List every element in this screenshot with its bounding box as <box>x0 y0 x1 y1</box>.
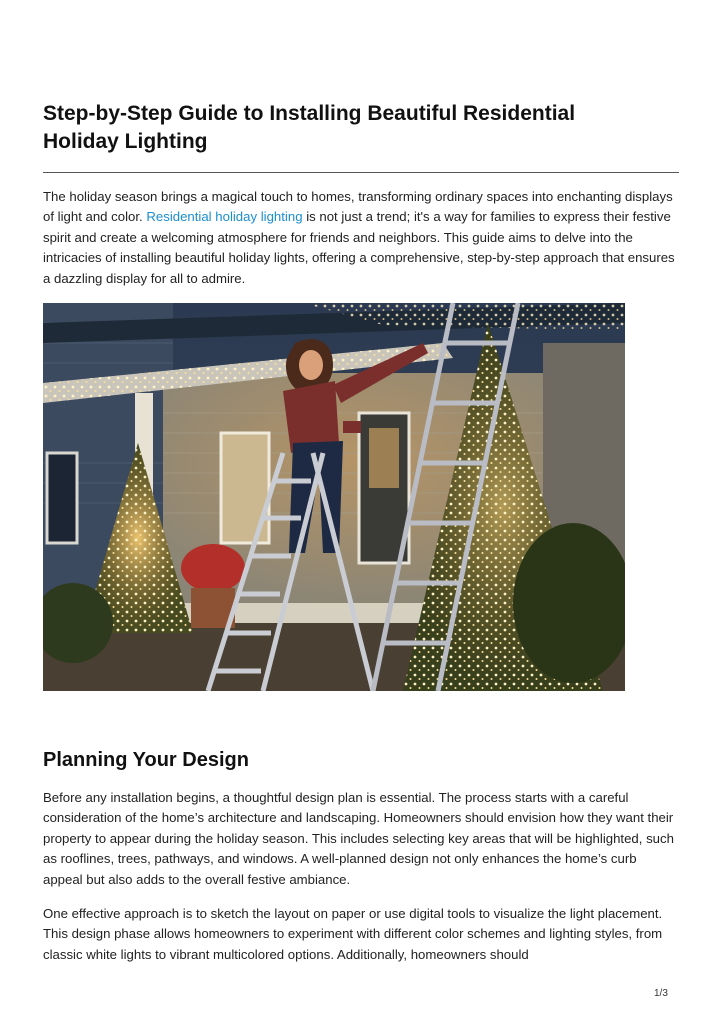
section-paragraph-1: Before any installation begins, a thoughtful design plan is essential. The process starts with a careful consideration of the home’s architecture and landscaping. Homeowners should envision how they want their property to appear during the holiday season. This includes selecting key areas that will be highlighted, such as rooflines, trees, pathways, and windows. A well-planned design not only enhances the home’s curb appeal but also adds to the overall festive ambiance. <box>43 790 674 887</box>
article-title: Step-by-Step Guide to Installing Beautiful Residential Holiday Lighting <box>43 102 576 153</box>
hero-image-woman-on-ladder-hanging-lights <box>43 303 625 691</box>
section-paragraph-2: One effective approach is to sketch the layout on paper or use digital tools to visualize the light placement. This design phase allows homeowners to experiment with different color schemes and lighting styles, from classic white lights to vibrant multicolored options. Additionally, homeowners should <box>43 906 663 962</box>
title-divider <box>43 172 679 173</box>
intro-paragraph <box>43 187 679 289</box>
residential-lighting-link[interactable]: Residential holiday lighting <box>146 209 303 225</box>
intro-text-end: is not just a trend; it's a way for families to express their festive spirit and create a welcoming atmosphere for friends and neighbors. This guide aims to delve into the intricacies of installing beautiful holiday lights, offering a comprehensive, step-by-step approach that ensures a dazzling display for all to admire. <box>43 209 675 286</box>
intro-text-start: The holiday season brings a magical touch to homes, transforming ordinary spaces into enchanting displays of light and color. <box>43 189 673 225</box>
section-heading: Planning Your Design <box>43 749 249 771</box>
page-number: 1/3 <box>654 988 668 999</box>
